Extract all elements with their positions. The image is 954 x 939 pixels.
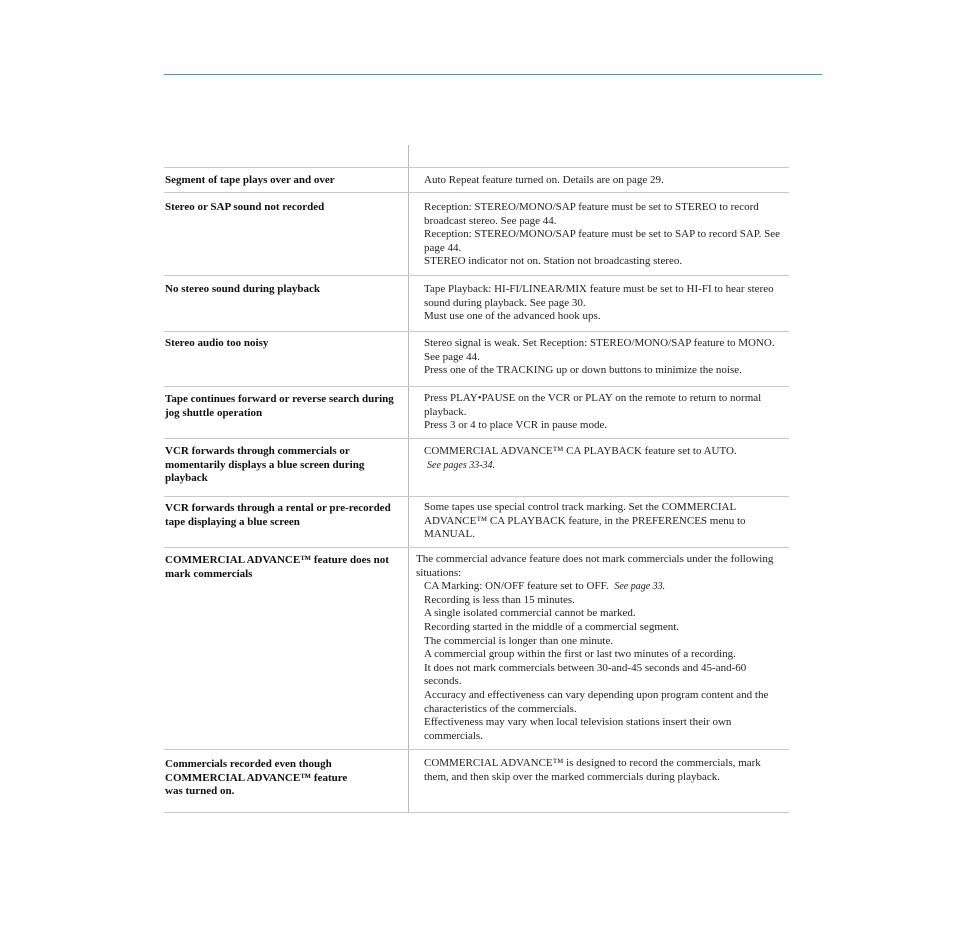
table-row [164, 275, 789, 331]
cause-line: Effectiveness may vary when local television stations insert their own commercials. [424, 716, 732, 742]
symptom-text: Stereo audio too noisy [165, 337, 269, 349]
cause-line: The commercial is longer than one minute. [424, 634, 614, 647]
table-row [164, 496, 789, 547]
cause-line: Reception: STEREO/MONO/SAP feature must be set to STEREO to record broadcast stereo. See page 44. [424, 201, 759, 227]
table-row [164, 438, 789, 496]
cause-line [424, 580, 784, 594]
symptom-line: Commercials recorded even though [165, 758, 332, 770]
cause-text [424, 283, 784, 324]
symptom-text: Segment of tape plays over and over [165, 174, 335, 186]
symptom-text: Stereo or SAP sound not recorded [165, 201, 325, 213]
table-row [164, 192, 789, 275]
ca-marking-text: CA Marking: ON/OFF feature set to OFF. [424, 580, 609, 593]
symptom-line: was turned on. [165, 785, 235, 798]
cause-text [424, 201, 784, 269]
ca-marking-note: See page 33. [614, 581, 666, 593]
cause-line: A commercial group within the first or last two minutes of a recording. [424, 648, 736, 661]
cause-line: COMMERCIAL ADVANCE™ is designed to record the commercials, mark them, and then skip over the marked commercials during playback. [424, 757, 761, 783]
symptom-line: COMMERCIAL ADVANCE™ feature [165, 771, 348, 784]
cause-line: Reception: STEREO/MONO/SAP feature must be set to SAP to record SAP. See page 44. [424, 228, 781, 254]
cause-line: A single isolated commercial cannot be marked. [424, 607, 636, 620]
symptom-text: Tape continues forward or reverse search during jog shuttle operation [165, 393, 394, 419]
cause-line: Press PLAY•PAUSE on the VCR or PLAY on the remote to return to normal playback. [424, 392, 762, 418]
symptom-text: VCR forwards through a rental or pre-recorded tape displaying a blue screen [165, 502, 391, 528]
cause-line: Recording is less than 15 minutes. [424, 593, 575, 606]
symptom-text: VCR forwards through commercials or momentarily displays a blue screen during playback [165, 445, 365, 485]
cause-line: Tape Playback: HI-FI/LINEAR/MIX feature must be set to HI-FI to hear stereo sound during playback. See page 30. [424, 283, 774, 309]
cause-text [424, 174, 784, 188]
cause-line: Press one of the TRACKING up or down buttons to minimize the noise. [424, 364, 742, 377]
symptom-text: No stereo sound during playback [165, 283, 321, 295]
table-row [164, 331, 789, 386]
cause-line: Auto Repeat feature turned on. Details are on page 29. [424, 174, 664, 186]
cause-note: See pages 33-34. [427, 459, 496, 471]
cause-line: Stereo signal is weak. Set Reception: STEREO/MONO/SAP feature to MONO. See page 44. [424, 337, 775, 363]
cause-line: Some tapes use special control track marking. Set the COMMERCIAL ADVANCE™ CA PLAYBACK feature, in the PREFERENCES menu to MANUAL. [424, 501, 746, 541]
cause-text [424, 501, 784, 542]
symptom-text [165, 758, 403, 799]
cause-text [424, 445, 784, 472]
symptom-text: COMMERCIAL ADVANCE™ feature does not mark commercials [165, 554, 389, 580]
cause-line: Recording started in the middle of a commercial segment. [424, 620, 680, 633]
cause-text [416, 553, 784, 743]
cause-line: Accuracy and effectiveness can vary depending upon program content and the characteristics of the commercials. [424, 688, 769, 715]
troubleshooting-table [164, 167, 789, 813]
header-rule [164, 74, 822, 75]
cause-line: Press 3 or 4 to place VCR in pause mode. [424, 419, 608, 432]
cause-text [424, 757, 784, 784]
table-row [164, 749, 789, 813]
table-row [164, 386, 789, 438]
cause-line: COMMERCIAL ADVANCE™ CA PLAYBACK feature set to AUTO. [424, 445, 737, 457]
cause-text [424, 392, 784, 433]
cause-line: Must use one of the advanced hook ups. [424, 310, 601, 323]
table-row [164, 547, 789, 749]
cause-line: STEREO indicator not on. Station not broadcasting stereo. [424, 255, 683, 268]
cause-text [424, 337, 784, 378]
cause-line: It does not mark commercials between 30-and-45 seconds and 45-and-60 seconds. [424, 661, 747, 688]
cause-intro: The commercial advance feature does not mark commercials under the following situations: [416, 553, 774, 579]
table-row [164, 167, 789, 192]
